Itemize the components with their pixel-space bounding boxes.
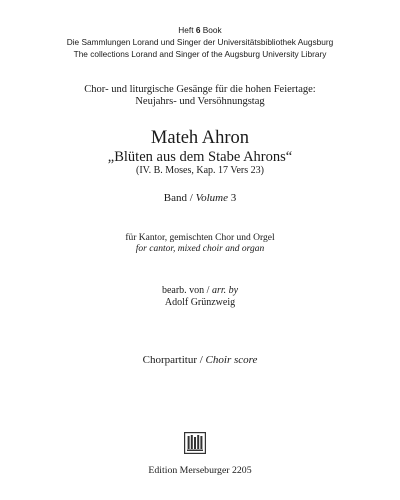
organ-pipes-icon [184, 432, 206, 454]
collection-english: The collections Lorand and Singer of the Augsburg University Library [73, 49, 327, 59]
volume-label-english: Volume [195, 192, 228, 204]
work-subtitle: „Blüten aus dem Stabe Ahrons“ [107, 149, 293, 165]
series-number: 6 [195, 25, 201, 35]
arranger-prefix-german: bearb. von / [161, 285, 212, 296]
volume-label-german: Band / [163, 192, 196, 204]
arranger-prefix [0, 285, 400, 297]
scoring-text [0, 233, 400, 255]
series-type: Book [202, 25, 222, 35]
occasion-text [0, 84, 400, 108]
series-header [0, 24, 400, 60]
series-line [0, 24, 400, 36]
arranger-prefix-english: arr. by [211, 285, 239, 296]
work-title: Mateh Ahron [150, 128, 250, 148]
volume-line [0, 192, 400, 205]
scoring-german: für Kantor, gemischten Chor und Orgel [125, 233, 275, 243]
occasion-line-2: Neujahrs- und Versöhnungstag [135, 96, 265, 107]
series-label: Heft [178, 25, 194, 35]
collection-german: Die Sammlungen Lorand und Singer der Universitätsbibliothek Augsburg [66, 37, 334, 47]
score-type [0, 354, 400, 367]
score-type-english: Choir score [205, 354, 258, 366]
arranger-name: Adolf Grünzweig [164, 296, 236, 308]
arranger-credit [0, 285, 400, 308]
publisher-name: Edition Merseburger 2205 [148, 465, 252, 476]
bible-reference: (IV. B. Moses, Kap. 17 Vers 23) [136, 165, 264, 176]
occasion-line-1: Chor- und liturgische Gesänge für die hohen Feiertage: [84, 84, 316, 95]
score-type-german: Chorpartitur / [142, 354, 206, 366]
volume-number: 3 [230, 192, 237, 204]
scoring-english: for cantor, mixed choir and organ [135, 244, 265, 254]
